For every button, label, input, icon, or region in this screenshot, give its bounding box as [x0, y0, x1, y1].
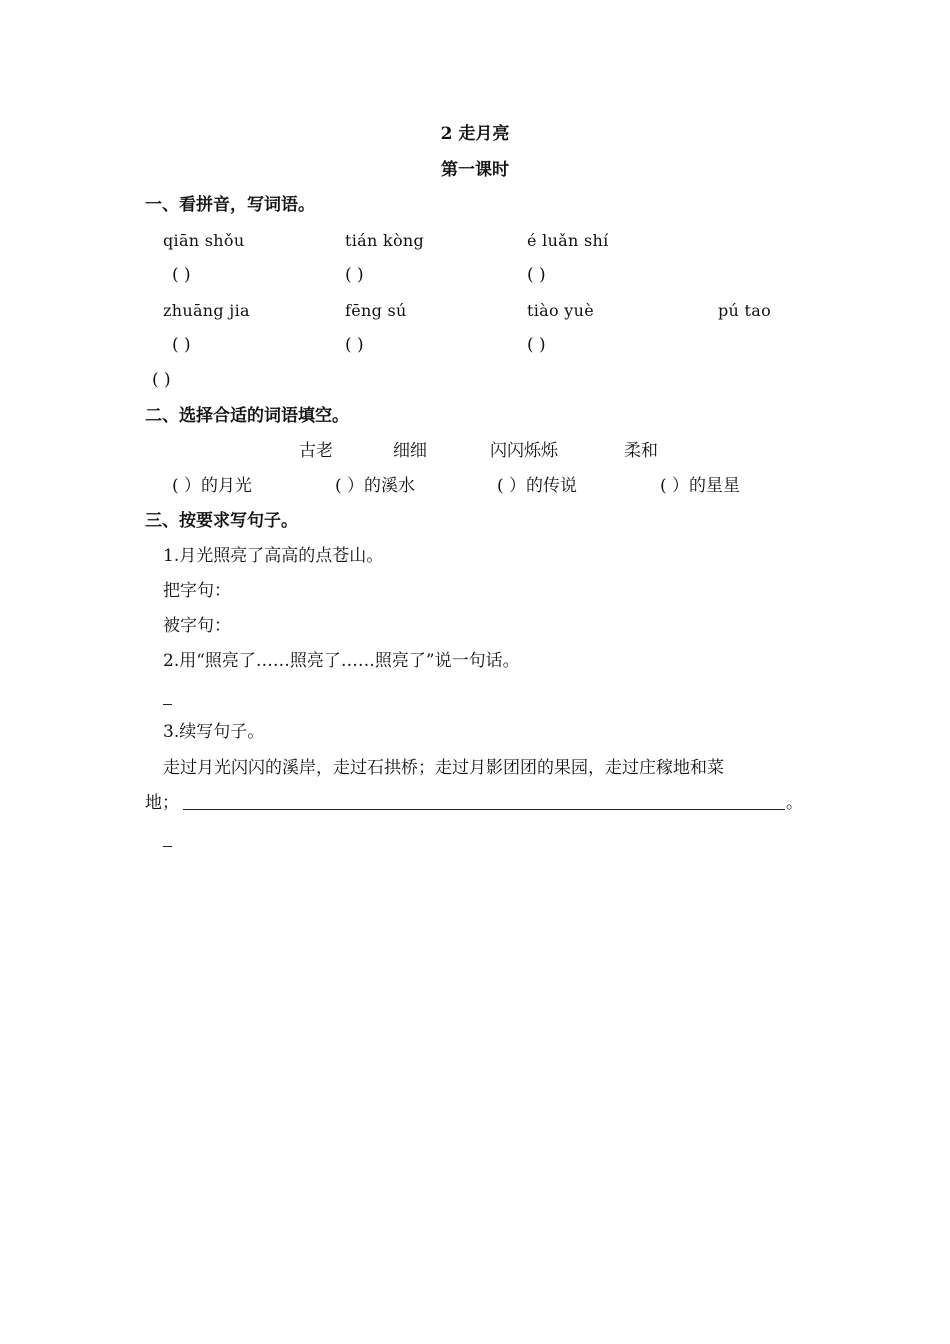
continuation-answer-line[interactable] [183, 809, 785, 810]
pinyin-item-6: tiào yuè [527, 301, 595, 320]
word-option-1: 古老 [299, 441, 333, 461]
fill-blank-2[interactable]: ( ）的溪水 [335, 476, 416, 496]
pinyin-item-2: tián kòng [345, 231, 425, 250]
bei-sentence-label[interactable]: 被字句： [163, 616, 231, 636]
page-title: 2 走月亮 [440, 124, 510, 144]
word-option-4: 柔和 [624, 441, 658, 461]
answer-blank-7[interactable]: ( ) [152, 370, 171, 390]
answer-blank-6[interactable]: ( ) [527, 335, 546, 355]
pinyin-item-7: pú tao [718, 301, 772, 320]
question-2: 2.用“照亮了……照亮了……照亮了”说一句话。 [163, 651, 520, 671]
answer-blank-4[interactable]: ( ) [172, 335, 191, 355]
section1-heading: 一、看拼音，写词语。 [145, 195, 315, 215]
section2-heading: 二、选择合适的词语填空。 [145, 406, 349, 426]
answer-dash-3[interactable] [163, 846, 172, 847]
answer-blank-2[interactable]: ( ) [345, 265, 364, 285]
ba-sentence-label[interactable]: 把字句： [163, 581, 231, 601]
word-option-2: 细细 [393, 441, 427, 461]
pinyin-item-1: qiān shǒu [163, 231, 245, 250]
section3-heading: 三、按要求写句子。 [145, 511, 298, 531]
word-option-3: 闪闪烁烁 [490, 441, 558, 461]
pinyin-item-5: fēng sú [345, 301, 407, 320]
question-3-text: 走过月光闪闪的溪岸，走过石拱桥；走过月影团团的果园，走过庄稼地和菜 [163, 758, 724, 778]
question-3-period: 。 [786, 793, 803, 813]
pinyin-item-4: zhuāng jia [163, 301, 250, 320]
page-subtitle: 第一课时 [441, 160, 509, 180]
question-3: 3.续写句子。 [163, 722, 265, 742]
answer-dash-2[interactable] [163, 704, 172, 705]
answer-blank-3[interactable]: ( ) [527, 265, 546, 285]
pinyin-item-3: é luǎn shí [527, 231, 609, 250]
fill-blank-1[interactable]: ( ）的月光 [172, 476, 253, 496]
answer-blank-5[interactable]: ( ) [345, 335, 364, 355]
question-3-text-continued: 地； [145, 793, 179, 813]
answer-blank-1[interactable]: ( ) [172, 265, 191, 285]
question-1: 1.月光照亮了高高的点苍山。 [163, 546, 384, 566]
fill-blank-3[interactable]: ( ）的传说 [497, 476, 578, 496]
fill-blank-4[interactable]: ( ）的星星 [660, 476, 741, 496]
